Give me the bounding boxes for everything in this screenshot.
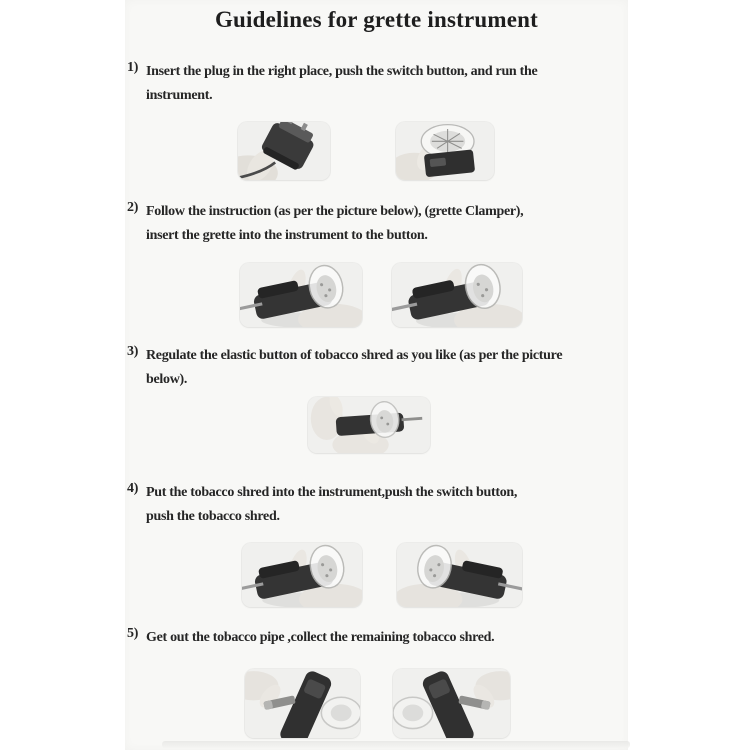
photo-remove-pipe xyxy=(245,669,360,738)
step-5 xyxy=(127,626,494,650)
step-3 xyxy=(127,344,562,392)
photo-fill-tobacco-2 xyxy=(397,543,522,607)
step-4 xyxy=(127,481,517,529)
step-number: 3) xyxy=(127,344,139,359)
photo-insert-grette-1 xyxy=(240,263,362,327)
page-title: Guidelines for grette instrument xyxy=(214,7,539,32)
photo-insert-grette-2 xyxy=(392,263,522,327)
step-text: Put the tobacco shred into the instrument,push the switch button, push the tobacco shred. xyxy=(146,485,518,524)
paper-edge-shadow xyxy=(162,741,630,748)
photo-fill-tobacco-1 xyxy=(242,543,362,607)
step-number: 5) xyxy=(127,626,139,641)
step-number: 4) xyxy=(127,481,139,496)
step-number: 1) xyxy=(127,60,139,75)
step-2 xyxy=(127,200,523,248)
step-number: 2) xyxy=(127,200,139,215)
step-text: Get out the tobacco pipe ,collect the remaining tobacco shred. xyxy=(146,630,495,645)
step-text: Insert the plug in the right place, push the switch button, and run the instrument. xyxy=(146,64,538,103)
step-text: Regulate the elastic button of tobacco shred as you like (as per the picture below). xyxy=(146,348,563,387)
step-text: Follow the instruction (as per the picture below), (grette Clamper), insert the grette into the instrument to the button. xyxy=(146,204,524,243)
photo-collect-shred xyxy=(393,669,510,738)
photo-adjust-elastic-button xyxy=(308,397,430,453)
photo-insert-plug xyxy=(238,122,330,180)
step-1 xyxy=(127,60,537,108)
photo-power-on xyxy=(396,122,494,180)
